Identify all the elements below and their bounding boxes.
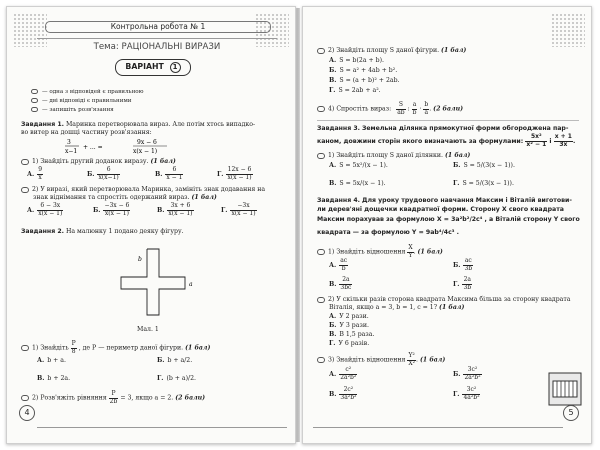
task4-question-3: 3) Знайдіть відношення $\frac{\text{Y²}}{\text{X²}}$ . (1 бал) [317, 353, 445, 367]
answer-option[interactable]: Г. S = 5/(3(x − 1)). [453, 180, 514, 187]
topic-title: Тема: РАЦІОНАЛЬНІ ВИРАЗИ [93, 42, 221, 52]
single-choice-icon [317, 249, 325, 255]
board-expression [67, 138, 237, 156]
double-choice-icon [31, 98, 38, 103]
single-choice-icon [317, 357, 325, 363]
answer-option[interactable]: В. $\frac{\text{2c²}}{\text{3a²b²}}$ [329, 386, 357, 401]
task3-question-1: 1) Знайдіть площу S даної ділянки. (1 бал) [317, 152, 470, 160]
task3-text-2: каном, довжини сторін якого визначають за формулами: $\frac{\text{5x²}}{\text{x² − 1}}$ і $\frac{x + 1}{3x}$ . [317, 133, 576, 148]
answer-option[interactable]: Г. (b + a)/2. [157, 375, 197, 382]
answer-option[interactable]: Б. У 3 рази. [329, 322, 369, 329]
right-page [302, 6, 592, 444]
answer-option[interactable]: Г. $\frac{-3x}{x(x - 1)}$ [221, 202, 256, 217]
answer-option[interactable]: Б. $\frac{6}{x(x-1)}$ [87, 166, 119, 181]
page-number: 5 [563, 405, 579, 421]
svg-text:+ ... =: + ... = [83, 144, 103, 151]
answer-option[interactable]: В. В 1,5 раза. [329, 331, 375, 338]
task4-text: Завдання 4. Для уроку трудового навчання Максим і Віталій виготови- [317, 197, 572, 204]
answer-option[interactable]: Б. S = a² + 4ab + b². [329, 67, 398, 74]
task4-text-2: ли дерев'яні дощечки квадратної форми. Сторону X свого квадрата [317, 206, 564, 213]
answer-option[interactable]: Б. $\frac{ac}{3b}$ [453, 257, 473, 272]
task1-text: Завдання 1. Маринка перетворювала вираз. Але потім хтось випадко- [21, 121, 256, 128]
figure-label-b: b [138, 256, 142, 263]
figure-label-a: a [189, 281, 193, 288]
answer-option[interactable]: В. S = (a + b)² + 2ab. [329, 77, 400, 84]
legend-item: — запишіть розв'язання [31, 107, 114, 114]
task4-question-1: 1) Знайдіть відношення $\frac{X}{Y}$ . (1 бал) [317, 245, 443, 259]
answer-option[interactable]: Г. S = 2ab + a². [329, 87, 381, 94]
task1-question-2: 2) У виразі, який перетворювала Маринка, замініть знак додавання на [21, 186, 265, 194]
legend-item: — одна з відповідей є правильною [31, 89, 144, 96]
answer-option[interactable]: Б. $\frac{\text{3c²}}{\text{2a²b²}}$ [453, 366, 481, 381]
answer-option[interactable]: В. $\frac{3x + 6}{x(x - 1)}$ [157, 202, 193, 217]
answer-option[interactable]: Г. $\frac{12x - 6}{x(x - 1)}$ [217, 166, 252, 181]
footer-line [37, 427, 287, 428]
answer-option[interactable]: А. $\frac{9}{x}$ [27, 166, 43, 181]
task4-question-2: 2) У скільки разів сторона квадрата Максима більша за сторону квадрата [317, 296, 570, 304]
task1-text-2: во витер на дошці частину розв'язання: [21, 129, 152, 136]
single-choice-icon [21, 187, 29, 193]
answer-option[interactable]: Г. $\frac{2a}{3b}$ [453, 276, 472, 291]
divider [317, 120, 579, 121]
answer-option[interactable]: В. $\frac{6}{x - 1}$ [155, 166, 183, 181]
svg-text:x−1: x−1 [65, 148, 78, 155]
single-choice-icon [21, 159, 29, 165]
task2-question-2: 2) Розв'яжіть рівняння $\frac{P}{2b}$ = 3, якщо a = 2. (2 бали) [21, 391, 205, 405]
task2-question-4: 4) Спростіть вираз: $\frac{S}{ab}$ : $\frac{a}{b}$ · $\frac{b}{a}$ . (2 бали) [317, 102, 463, 116]
test-title: Контрольна робота № 1 [45, 21, 271, 33]
answer-option[interactable]: В. S = 5x/(x − 1). [329, 180, 386, 187]
answer-option[interactable]: А. S = 5x²/(x − 1). [329, 162, 388, 169]
answer-option[interactable]: А. $\frac{6 - 3x}{x(x - 1)}$ [27, 202, 63, 217]
answer-option[interactable]: Г. $\frac{\text{3c²}}{\text{4a²b²}}$ [453, 386, 480, 401]
answer-option[interactable]: В. b + 2a. [37, 375, 71, 382]
answer-option[interactable]: А. У 2 рази. [329, 313, 369, 320]
svg-text:3: 3 [67, 139, 71, 146]
task4-text-3: Максим порахував за формулою X = 3a²b²/2c⁴ , а Віталій сторону Y свого [317, 216, 580, 223]
task1-question-2-cont: знак віднімання та спростіть одержаний вираз. (1 бал) [33, 194, 217, 201]
task2-question-3: 2) Знайдіть площу S даної фігури. (1 бал) [317, 47, 466, 55]
legend-item: — дві відповіді є правильними [31, 98, 132, 105]
corner-pattern [551, 13, 585, 47]
write-solution-icon [317, 106, 325, 112]
figure-caption: Мал. 1 [137, 326, 159, 333]
answer-option[interactable]: Г. У 6 разів. [329, 340, 370, 347]
answer-option[interactable]: А. $\frac{\text{c²}}{\text{2a²b²}}$ [329, 366, 357, 381]
page-number: 4 [19, 405, 35, 421]
task4-question-2-cont: Віталія, якщо a = 3, b = 1, c = 1? (1 бал) [329, 304, 465, 311]
variant-label: ВАРІАНТ [125, 62, 164, 71]
single-choice-icon [317, 297, 325, 303]
answer-option[interactable]: Б. S = 5/(3(x − 1)). [453, 162, 515, 169]
figure-1 [107, 243, 197, 323]
svg-text:9x − 6: 9x − 6 [137, 139, 157, 146]
task2-text: Завдання 2. На малюнку 1 подано деяку фігуру. [21, 228, 184, 235]
svg-text:x(x − 1): x(x − 1) [133, 148, 158, 155]
write-solution-icon [31, 107, 38, 112]
task1-question-1: 1) Знайдіть другий доданок виразу. (1 бал) [21, 158, 176, 166]
single-choice-icon [31, 89, 38, 94]
answer-option[interactable]: В. $\frac{2a}{3bc}$ [329, 276, 352, 291]
answer-option[interactable]: А. S = b(2a + b). [329, 57, 385, 64]
answer-option[interactable]: А. b + a. [37, 357, 66, 364]
task4-text-4: квадрата — за формулою Y = 9ab⁴/4c³ . [317, 229, 459, 236]
single-choice-icon [317, 153, 325, 159]
write-solution-icon [21, 395, 29, 401]
footer-line [313, 427, 563, 428]
ruler-decoration-icon [547, 371, 583, 407]
variant-number: 1 [170, 62, 181, 73]
book-spine [296, 8, 300, 442]
answer-option[interactable]: А. $\frac{ac}{b}$ [329, 257, 348, 272]
task3-text: Завдання 3. Земельна ділянка прямокутної форми обгороджена пар- [317, 125, 569, 132]
task2-question-1: 1) Знайдіть $\frac{P}{8}$ , де P — периметр даної фігури. (1 бал) [21, 341, 210, 355]
variant-badge [115, 59, 191, 76]
divider [37, 38, 277, 39]
double-choice-icon [317, 48, 325, 54]
left-page [6, 6, 296, 444]
single-choice-icon [21, 345, 29, 351]
answer-option[interactable]: Б. $\frac{-3x - 6}{x(x - 1)}$ [93, 202, 130, 217]
answer-option[interactable]: Б. b + a/2. [157, 357, 193, 364]
